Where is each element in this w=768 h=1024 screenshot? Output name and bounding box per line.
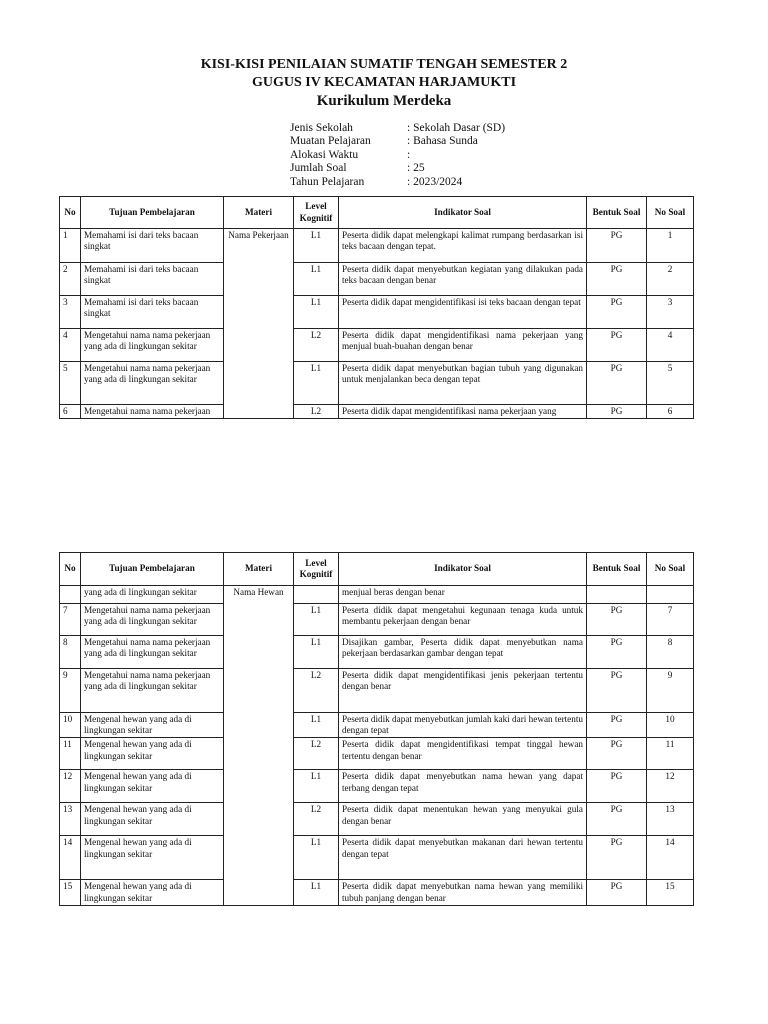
- info-row: [290, 149, 505, 162]
- info-value: : 2023/2024: [407, 175, 463, 188]
- cell-nosoal: [647, 586, 694, 604]
- cell-indikator: Peserta didik dapat menyebutkan kegiatan yang dilakukan pada teks bacaan dengan benar: [339, 263, 587, 296]
- cell-indikator: Peserta didik dapat menyebutkan jumlah kaki dari hewan tertentu dengan tepat: [339, 713, 587, 738]
- cell-bentuk: PG: [587, 669, 647, 713]
- cell-bentuk: PG: [587, 713, 647, 738]
- table-row: [60, 362, 694, 405]
- cell-no: 6: [60, 405, 81, 419]
- cell-tujuan: Mengenal hewan yang ada di lingkungan sekitar: [81, 770, 224, 803]
- cell-nosoal: 12: [647, 770, 694, 803]
- table-row: [60, 713, 694, 738]
- cell-level: L1: [294, 836, 339, 880]
- cell-tujuan: Mengenal hewan yang ada di lingkungan sekitar: [81, 738, 224, 770]
- table-row: [60, 604, 694, 636]
- cell-bentuk: PG: [587, 836, 647, 880]
- cell-bentuk: PG: [587, 405, 647, 419]
- cell-indikator: Disajikan gambar, Peserta didik dapat menyebutkan nama pekerjaan berdasarkan gambar dengan tepat: [339, 636, 587, 669]
- info-value: :: [407, 148, 411, 161]
- cell-no: 8: [60, 636, 81, 669]
- info-label: Tahun Pelajaran: [290, 175, 365, 188]
- cell-level: L1: [294, 296, 339, 329]
- table-row: [60, 770, 694, 803]
- cell-nosoal: 3: [647, 296, 694, 329]
- cell-indikator: Peserta didik dapat menyebutkan nama hewan yang dapat terbang dengan tepat: [339, 770, 587, 803]
- cell-indikator: Peserta didik dapat mengetahui kegunaan tenaga kuda untuk membantu pekerjaan dengan benar: [339, 604, 587, 636]
- column-header-bentuk: Bentuk Soal: [587, 197, 647, 229]
- cell-tujuan: Memahami isi dari teks bacaan singkat: [81, 263, 224, 296]
- info-value: : Bahasa Sunda: [407, 135, 478, 148]
- cell-no: 11: [60, 738, 81, 770]
- info-row: [290, 162, 505, 175]
- table-row: [60, 738, 694, 770]
- table-row: [60, 880, 694, 905]
- cell-level: L1: [294, 362, 339, 405]
- cell-nosoal: 5: [647, 362, 694, 405]
- cell-level: L1: [294, 229, 339, 263]
- cell-no: 13: [60, 803, 81, 836]
- cell-no: 7: [60, 604, 81, 636]
- cell-tujuan: Memahami isi dari teks bacaan singkat: [81, 229, 224, 263]
- info-block: [290, 122, 505, 189]
- cell-indikator: menjual beras dengan benar: [339, 586, 587, 604]
- cell-bentuk: PG: [587, 738, 647, 770]
- column-header-no: No: [60, 197, 81, 229]
- cell-materi: Nama Hewan: [224, 586, 294, 906]
- cell-bentuk: PG: [587, 263, 647, 296]
- cell-level: L2: [294, 803, 339, 836]
- cell-bentuk: PG: [587, 229, 647, 263]
- cell-bentuk: PG: [587, 296, 647, 329]
- cell-level: L1: [294, 770, 339, 803]
- cell-no: 14: [60, 836, 81, 880]
- cell-bentuk: PG: [587, 803, 647, 836]
- cell-tujuan: yang ada di lingkungan sekitar: [81, 586, 224, 604]
- info-row: [290, 135, 505, 148]
- cell-tujuan: Mengetahui nama nama pekerjaan yang ada di lingkungan sekitar: [81, 604, 224, 636]
- column-header-tujuan: Tujuan Pembelajaran: [81, 553, 224, 586]
- column-header-indikator: Indikator Soal: [339, 197, 587, 229]
- cell-nosoal: 1: [647, 229, 694, 263]
- cell-indikator: Peserta didik dapat menyebutkan bagian tubuh yang digunakan untuk menjalankan beca dengan tepat: [339, 362, 587, 405]
- cell-nosoal: 11: [647, 738, 694, 770]
- cell-level: L1: [294, 604, 339, 636]
- column-header-nosoal: No Soal: [647, 197, 694, 229]
- column-header-bentuk: Bentuk Soal: [587, 553, 647, 586]
- info-label: Alokasi Waktu: [290, 148, 359, 161]
- cell-bentuk: [587, 586, 647, 604]
- kisi-kisi-table-page1: [59, 196, 694, 419]
- cell-nosoal: 7: [647, 604, 694, 636]
- cell-level: L1: [294, 263, 339, 296]
- column-header-level: Level Kognitif: [294, 553, 339, 586]
- cell-tujuan: Mengenal hewan yang ada di lingkungan sekitar: [81, 713, 224, 738]
- cell-indikator: Peserta didik dapat mengidentifikasi isi teks bacaan dengan tepat: [339, 296, 587, 329]
- cell-no: 9: [60, 669, 81, 713]
- column-header-indikator: Indikator Soal: [339, 553, 587, 586]
- table-row: [60, 586, 694, 604]
- cell-no: [60, 586, 81, 604]
- cell-nosoal: 6: [647, 405, 694, 419]
- column-header-no: No: [60, 553, 81, 586]
- cell-no: 2: [60, 263, 81, 296]
- column-header-nosoal: No Soal: [647, 553, 694, 586]
- cell-level: L2: [294, 738, 339, 770]
- cell-nosoal: 8: [647, 636, 694, 669]
- cell-level: L2: [294, 405, 339, 419]
- cell-bentuk: PG: [587, 604, 647, 636]
- column-header-materi: Materi: [224, 197, 294, 229]
- cell-nosoal: 14: [647, 836, 694, 880]
- cell-bentuk: PG: [587, 362, 647, 405]
- cell-level: L2: [294, 329, 339, 362]
- table-header-row: [60, 553, 694, 586]
- cell-tujuan: Mengenal hewan yang ada di lingkungan sekitar: [81, 836, 224, 880]
- cell-no: 5: [60, 362, 81, 405]
- column-header-materi: Materi: [224, 553, 294, 586]
- cell-bentuk: PG: [587, 880, 647, 905]
- cell-indikator: Peserta didik dapat mengidentifikasi jenis pekerjaan tertentu dengan benar: [339, 669, 587, 713]
- cell-no: 1: [60, 229, 81, 263]
- curriculum-title: Kurikulum Merdeka: [316, 93, 452, 109]
- cell-indikator: Peserta didik dapat mengidentifikasi nama pekerjaan yang: [339, 405, 587, 419]
- cell-no: 10: [60, 713, 81, 738]
- table-row: [60, 803, 694, 836]
- cell-tujuan: Memahami isi dari teks bacaan singkat: [81, 296, 224, 329]
- cell-bentuk: PG: [587, 636, 647, 669]
- info-label: Muatan Pelajaran: [290, 135, 371, 148]
- kisi-kisi-table-page2: [59, 552, 694, 906]
- cell-level: L1: [294, 636, 339, 669]
- info-label: Jenis Sekolah: [290, 122, 353, 134]
- cell-nosoal: 13: [647, 803, 694, 836]
- column-header-tujuan: Tujuan Pembelajaran: [81, 197, 224, 229]
- cell-no: 4: [60, 329, 81, 362]
- cell-bentuk: PG: [587, 329, 647, 362]
- cell-indikator: Peserta didik dapat mengidentifikasi nama pekerjaan yang menjual buah-buahan dengan benar: [339, 329, 587, 362]
- cell-nosoal: 4: [647, 329, 694, 362]
- cell-level: L1: [294, 880, 339, 905]
- info-row: [290, 122, 505, 135]
- info-value: : Sekolah Dasar (SD): [407, 122, 506, 134]
- cell-indikator: Peserta didik dapat menyebutkan nama hewan yang memiliki tubuh panjang dengan benar: [339, 880, 587, 905]
- document-subtitle: GUGUS IV KECAMATAN HARJAMUKTI: [251, 75, 517, 90]
- cell-level: L1: [294, 713, 339, 738]
- info-row: [290, 176, 505, 189]
- document-title: KISI-KISI PENILAIAN SUMATIF TENGAH SEMESTER 2: [200, 57, 568, 72]
- cell-indikator: Peserta didik dapat melengkapi kalimat rumpang berdasarkan isi teks bacaan dengan tepat.: [339, 229, 587, 263]
- cell-level: L2: [294, 669, 339, 713]
- table-row: [60, 329, 694, 362]
- cell-tujuan: Mengetahui nama nama pekerjaan yang ada di lingkungan sekitar: [81, 362, 224, 405]
- cell-indikator: Peserta didik dapat menentukan hewan yang menyukai gula dengan benar: [339, 803, 587, 836]
- cell-tujuan: Mengenal hewan yang ada di lingkungan sekitar: [81, 880, 224, 905]
- cell-no: 15: [60, 880, 81, 905]
- info-label: Jumlah Soal: [290, 162, 347, 175]
- cell-indikator: Peserta didik dapat menyebutkan makanan dari hewan tertentu dengan tepat: [339, 836, 587, 880]
- cell-tujuan: Mengetahui nama nama pekerjaan yang ada di lingkungan sekitar: [81, 636, 224, 669]
- cell-indikator: Peserta didik dapat mengidentifikasi tempat tinggal hewan tertentu dengan benar: [339, 738, 587, 770]
- cell-tujuan: Mengetahui nama nama pekerjaan: [81, 405, 224, 419]
- table-header-row: [60, 197, 694, 229]
- column-header-level: Level Kognitif: [294, 197, 339, 229]
- cell-materi: Nama Pekerjaan: [224, 229, 294, 419]
- cell-tujuan: Mengenal hewan yang ada di lingkungan sekitar: [81, 803, 224, 836]
- cell-level: [294, 586, 339, 604]
- table-row: [60, 836, 694, 880]
- cell-nosoal: 15: [647, 880, 694, 905]
- cell-no: 3: [60, 296, 81, 329]
- table-row: [60, 636, 694, 669]
- table-row: [60, 296, 694, 329]
- table-row: [60, 669, 694, 713]
- info-value: : 25: [407, 162, 425, 175]
- table-row: [60, 229, 694, 263]
- table-row: [60, 405, 694, 419]
- cell-bentuk: PG: [587, 770, 647, 803]
- cell-nosoal: 2: [647, 263, 694, 296]
- cell-tujuan: Mengetahui nama nama pekerjaan yang ada di lingkungan sekitar: [81, 669, 224, 713]
- cell-tujuan: Mengetahui nama nama pekerjaan yang ada di lingkungan sekitar: [81, 329, 224, 362]
- cell-nosoal: 10: [647, 713, 694, 738]
- cell-nosoal: 9: [647, 669, 694, 713]
- table-row: [60, 263, 694, 296]
- cell-no: 12: [60, 770, 81, 803]
